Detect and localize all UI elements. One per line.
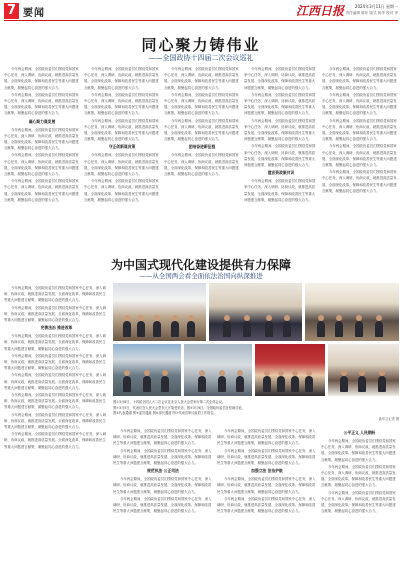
body-paragraph: 今年两会期间，全国政协委员们围绕党和国家中心任务，深入调研、协商议政，就推进高质量发展、全面深化改革、保障和改善民生等重大问题建言献策，凝聚起同心奋进的强大合力。: [4, 127, 79, 151]
body-paragraph: 今年两会期间，全国政协委员们围绕党和国家中心任务，深入调研、协商议政，就推进高质量发展、全面深化改革、保障和改善民生等重大问题建言献策，凝聚起同心奋进的强大合力。: [113, 429, 212, 446]
body-paragraph: 今年两会期间，全国政协委员们围绕党和国家中心任务，深入调研、协商议政，就推进高质量发展、全面深化改革、保障和改善民生等重大问题建言献策，凝聚起同心奋进的强大合力。: [84, 179, 159, 202]
section-heading: 守正创新谋良策: [108, 144, 136, 150]
body-paragraph: 今年两会期间，全国政协委员们围绕党和国家中心任务，深入调研、协商议政，就推进高质量发展、全面深化改革、保障和改善民生等重大问题建言献策，凝聚起同心奋进的强大合力。: [84, 153, 159, 177]
body-paragraph: 今年两会期间，全国政协委员们围绕党和国家中心任务，深入调研、协商议政，就推进高质量发展、全面深化改革、保障和改善民生等重大问题建言献策，凝聚起同心奋进的强大合力。: [244, 179, 316, 202]
body-paragraph: 今年两会期间，全国政协委员们围绕党和国家中心任务，深入调研、协商议政，就推进高质量发展、全面深化改革、保障和改善民生等重大问题建言献策，凝聚起同心奋进的强大合力。: [322, 170, 397, 193]
body-paragraph: 今年两会期间，全国政协委员们围绕党和国家中心任务，深入调研、协商议政，就推进高质量发展、全面深化改革、保障和改善民生等重大问题建言献策，凝聚起同心奋进的强大合力。: [113, 496, 212, 514]
photo-4: [113, 344, 181, 396]
issue-date: 2024年3月11日 星期一: [354, 4, 398, 9]
body-paragraph: 今年两会期间，全国政协委员们围绕党和国家中心任务，深入调研、协商议政，就推进高质量发展、全面深化改革、保障和改善民生等重大问题建言献策，凝聚起同心奋进的强大合力。: [4, 67, 79, 90]
article2-subhead: ——从全国两会看全面依法治国向纵深推进: [139, 272, 263, 280]
section-label: 要闻: [23, 8, 45, 19]
page-number: 7: [4, 3, 19, 19]
body-paragraph: 今年两会期间，全国政协委员们围绕党和国家中心任务，深入调研、协商议政，就推进高质量发展、全面深化改革、保障和改善民生等重大问题建言献策，凝聚起同心奋进的强大合力。: [244, 67, 316, 90]
body-paragraph: 今年两会期间，全国政协委员们围绕党和国家中心任务，深入调研、协商议政，就推进高质量发展、全面深化改革、保障和改善民生等重大问题建言献策，凝聚起同心奋进的强大合力。: [4, 179, 79, 202]
photo-caption: [113, 400, 399, 422]
body-paragraph: 今年两会期间，全国政协委员们围绕党和国家中心任务，深入调研、协商议政，就推进高质量发展、全面深化改革、保障和改善民生等重大问题建言献策，凝聚起同心奋进的强大合力。: [4, 334, 106, 351]
body-paragraph: 今年两会期间，全国政协委员们围绕党和国家中心任务，深入调研、协商议政，就推进高质量发展、全面深化改革、保障和改善民生等重大问题建言献策，凝聚起同心奋进的强大合力。: [321, 464, 396, 488]
photo-7: [328, 344, 399, 396]
body-paragraph: 今年两会期间，全国政协委员们围绕党和国家中心任务，深入调研、协商议政，就推进高质量发展、全面深化改革、保障和改善民生等重大问题建言献策，凝聚起同心奋进的强大合力。: [217, 496, 316, 514]
section-heading: 凝心聚力谋发展: [28, 118, 56, 124]
article2-column-1: [4, 285, 109, 575]
photo-6: [255, 344, 325, 396]
article1-column-2: [84, 66, 160, 204]
body-paragraph: 今年两会期间，全国政协委员们围绕党和国家中心任务，深入调研、协商议政，就推进高质量发展、全面深化改革、保障和改善民生等重大问题建言献策，凝聚起同心奋进的强大合力。: [4, 286, 106, 303]
caption-line: 图④代表通道 图⑤委员通道 图⑥部长通道 图⑦代表们审议政府工作报告。: [113, 411, 217, 416]
body-paragraph: 今年两会期间，全国政协委员们围绕党和国家中心任务，深入调研、协商议政，就推进高质量发展、全面深化改革、保障和改善民生等重大问题建言献策，凝聚起同心奋进的强大合力。: [322, 144, 397, 168]
section-heading: 完善法治 推进改革: [40, 325, 73, 331]
caption-line: 图②3月5日，代表们在人民大会堂东大厅接受采访。图③3月9日，全国政协委员在驻地讨论。: [113, 405, 245, 410]
article1-headline: 同心聚力铸伟业: [141, 36, 261, 54]
caption-line: 图①3月8日，十四届全国人大二次会议在北京人民大会堂举行第二次全体会议。: [113, 400, 226, 404]
body-paragraph: 今年两会期间，全国政协委员们围绕党和国家中心任务，深入调研、协商议政，就推进高质量发展、全面深化改革、保障和改善民生等重大问题建言献策，凝聚起同心奋进的强大合力。: [4, 432, 106, 449]
article2-column-3: [217, 428, 317, 576]
article1-column-3: [164, 66, 240, 178]
article2-headline: 为中国式现代化建设提供有力保障: [110, 258, 291, 272]
body-paragraph: 今年两会期间，全国政协委员们围绕党和国家中心任务，深入调研、协商议政，就推进高质量发展、全面深化改革、保障和改善民生等重大问题建言献策，凝聚起同心奋进的强大合力。: [217, 477, 316, 494]
body-paragraph: 今年两会期间，全国政协委员们围绕党和国家中心任务，深入调研、协商议政，就推进高质量发展、全面深化改革、保障和改善民生等重大问题建言献策，凝聚起同心奋进的强大合力。: [164, 92, 239, 116]
body-paragraph: 今年两会期间，全国政协委员们围绕党和国家中心任务，深入调研、协商议政，就推进高质量发展、全面深化改革、保障和改善民生等重大问题建言献策，凝聚起同心奋进的强大合力。: [217, 448, 316, 466]
article1-column-4: [244, 66, 318, 204]
photo-2: [209, 283, 302, 341]
body-paragraph: 今年两会期间，全国政协委员们围绕党和国家中心任务，深入调研、协商议政，就推进高质量发展、全面深化改革、保障和改善民生等重大问题建言献策，凝聚起同心奋进的强大合力。: [321, 439, 396, 462]
article1-column-5: [322, 66, 398, 195]
section-heading: 建言资政聚共识: [267, 170, 295, 176]
body-paragraph: 今年两会期间，全国政协委员们围绕党和国家中心任务，深入调研、协商议政，就推进高质量发展、全面深化改革、保障和改善民生等重大问题建言献策，凝聚起同心奋进的强大合力。: [4, 353, 106, 371]
body-paragraph: 今年两会期间，全国政协委员们围绕党和国家中心任务，深入调研、协商议政，就推进高质量发展、全面深化改革、保障和改善民生等重大问题建言献策，凝聚起同心奋进的强大合力。: [244, 144, 316, 168]
article1-subhead: ——全国政协十四届二次会议巡礼: [148, 54, 254, 62]
article2-column-2: [113, 428, 213, 576]
body-paragraph: 今年两会期间，全国政协委员们围绕党和国家中心任务，深入调研、协商议政，就推进高质量发展、全面深化改革、保障和改善民生等重大问题建言献策，凝聚起同心奋进的强大合力。: [321, 490, 396, 514]
photo-1: [113, 283, 206, 341]
body-paragraph: 今年两会期间，全国政协委员们围绕党和国家中心任务，深入调研、协商议政，就推进高质量发展、全面深化改革、保障和改善民生等重大问题建言献策，凝聚起同心奋进的强大合力。: [164, 67, 239, 90]
body-paragraph: 今年两会期间，全国政协委员们围绕党和国家中心任务，深入调研、协商议政，就推进高质量发展、全面深化改革、保障和改善民生等重大问题建言献策，凝聚起同心奋进的强大合力。: [217, 429, 316, 446]
body-paragraph: 今年两会期间，全国政协委员们围绕党和国家中心任务，深入调研、协商议政，就推进高质量发展、全面深化改革、保障和改善民生等重大问题建言献策，凝聚起同心奋进的强大合力。: [84, 67, 159, 90]
photo-5: [184, 344, 252, 396]
body-paragraph: 今年两会期间，全国政协委员们围绕党和国家中心任务，深入调研、协商议政，就推进高质量发展、全面深化改革、保障和改善民生等重大问题建言献策，凝聚起同心奋进的强大合力。: [113, 477, 212, 494]
photo-credit: 新华社记者 摄: [378, 416, 399, 421]
body-paragraph: 今年两会期间，全国政协委员们围绕党和国家中心任务，深入调研、协商议政，就推进高质量发展、全面深化改革、保障和改善民生等重大问题建言献策，凝聚起同心奋进的强大合力。: [84, 118, 159, 142]
body-paragraph: 今年两会期间，全国政协委员们围绕党和国家中心任务，深入调研、协商议政，就推进高质量发展、全面深化改革、保障和改善民生等重大问题建言献策，凝聚起同心奋进的强大合力。: [244, 92, 316, 116]
body-paragraph: 今年两会期间，全国政协委员们围绕党和国家中心任务，深入调研、协商议政，就推进高质量发展、全面深化改革、保障和改善民生等重大问题建言献策，凝聚起同心奋进的强大合力。: [113, 448, 212, 466]
photo-3: [305, 283, 399, 341]
body-paragraph: 今年两会期间，全国政协委员们围绕党和国家中心任务，深入调研、协商议政，就推进高质量发展、全面深化改革、保障和改善民生等重大问题建言献策，凝聚起同心奋进的强大合力。: [244, 118, 316, 142]
body-paragraph: 今年两会期间，全国政协委员们围绕党和国家中心任务，深入调研、协商议政，就推进高质量发展、全面深化改革、保障和改善民生等重大问题建言献策，凝聚起同心奋进的强大合力。: [4, 373, 106, 390]
newspaper-logo: 江西日报: [296, 4, 345, 18]
editor-line: 责任编辑 陈东 版式 郭华 校对 李: [345, 11, 398, 15]
masthead-rule: [4, 20, 398, 21]
body-paragraph: 今年两会期间，全国政协委员们围绕党和国家中心任务，深入调研、协商议政，就推进高质量发展、全面深化改革、保障和改善民生等重大问题建言献策，凝聚起同心奋进的强大合力。: [322, 92, 397, 116]
section-heading: 加强立法 法治护航: [251, 468, 283, 474]
body-paragraph: 今年两会期间，全国政协委员们围绕党和国家中心任务，深入调研、协商议政，就推进高质量发展、全面深化改革、保障和改善民生等重大问题建言献策，凝聚起同心奋进的强大合力。: [4, 412, 106, 430]
body-paragraph: 今年两会期间，全国政协委员们围绕党和国家中心任务，深入调研、协商议政，就推进高质量发展、全面深化改革、保障和改善民生等重大问题建言献策，凝聚起同心奋进的强大合力。: [4, 305, 106, 323]
body-paragraph: 今年两会期间，全国政协委员们围绕党和国家中心任务，深入调研、协商议政，就推进高质量发展、全面深化改革、保障和改善民生等重大问题建言献策，凝聚起同心奋进的强大合力。: [322, 67, 397, 90]
body-paragraph: 今年两会期间，全国政协委员们围绕党和国家中心任务，深入调研、协商议政，就推进高质量发展、全面深化改革、保障和改善民生等重大问题建言献策，凝聚起同心奋进的强大合力。: [4, 153, 79, 177]
section-heading: 公平正义 人民期盼: [343, 430, 376, 435]
article1-column-1: [4, 66, 80, 204]
section-heading: 团结奋进新征程: [188, 144, 216, 150]
body-paragraph: 今年两会期间，全国政协委员们围绕党和国家中心任务，深入调研、协商议政，就推进高质量发展、全面深化改革、保障和改善民生等重大问题建言献策，凝聚起同心奋进的强大合力。: [322, 118, 397, 142]
section-heading: 规范执法 公正司法: [147, 468, 179, 474]
body-paragraph: 今年两会期间，全国政协委员们围绕党和国家中心任务，深入调研、协商议政，就推进高质量发展、全面深化改革、保障和改善民生等重大问题建言献策，凝聚起同心奋进的强大合力。: [84, 92, 159, 116]
body-paragraph: 今年两会期间，全国政协委员们围绕党和国家中心任务，深入调研、协商议政，就推进高质量发展、全面深化改革、保障和改善民生等重大问题建言献策，凝聚起同心奋进的强大合力。: [4, 92, 79, 116]
article2-column-4: [321, 428, 398, 576]
body-paragraph: 今年两会期间，全国政协委员们围绕党和国家中心任务，深入调研、协商议政，就推进高质量发展、全面深化改革、保障和改善民生等重大问题建言献策，凝聚起同心奋进的强大合力。: [164, 153, 239, 177]
body-paragraph: 今年两会期间，全国政协委员们围绕党和国家中心任务，深入调研、协商议政，就推进高质量发展、全面深化改革、保障和改善民生等重大问题建言献策，凝聚起同心奋进的强大合力。: [164, 118, 239, 142]
body-paragraph: 今年两会期间，全国政协委员们围绕党和国家中心任务，深入调研、协商议政，就推进高质量发展、全面深化改革、保障和改善民生等重大问题建言献策，凝聚起同心奋进的强大合力。: [4, 393, 106, 410]
